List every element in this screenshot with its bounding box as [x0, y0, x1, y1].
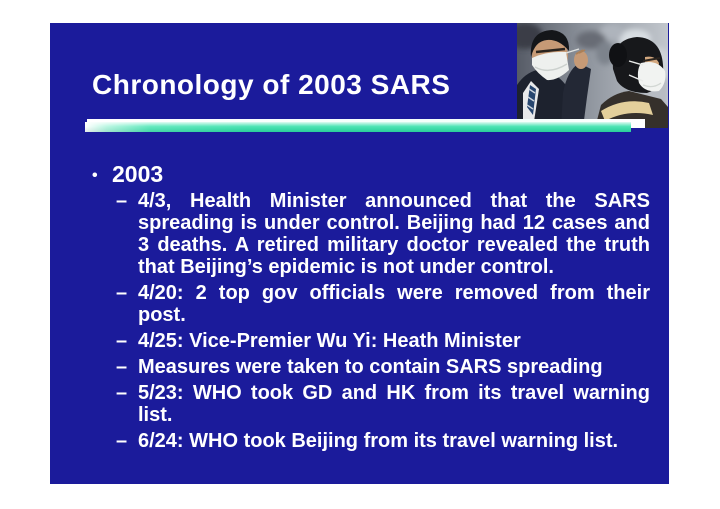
dash-icon: – — [116, 430, 128, 452]
timeline-item-text: 4/20: 2 top gov officials were removed from their post. — [138, 282, 650, 326]
timeline-item-text: Measures were taken to contain SARS spreading — [138, 356, 603, 378]
timeline-item-text: 6/24: WHO took Beijing from its travel warning list. — [138, 430, 619, 452]
timeline-item-text: 5/23: WHO took GD and HK from its travel warning list. — [138, 382, 650, 426]
slide-body — [50, 161, 669, 456]
timeline-item — [116, 190, 650, 278]
timeline-item — [116, 356, 650, 378]
photo-illustration — [517, 23, 668, 128]
dash-icon: – — [116, 190, 128, 212]
year-list-item — [92, 161, 669, 188]
year-label: 2003 — [112, 161, 164, 187]
timeline-item — [116, 330, 650, 352]
timeline-item — [116, 430, 650, 452]
dash-icon: – — [116, 356, 128, 378]
timeline-item-text: 4/25: Vice-Premier Wu Yi: Heath Minister — [138, 330, 521, 352]
dash-icon: – — [116, 282, 128, 304]
dash-icon: – — [116, 330, 128, 352]
slide-panel — [50, 23, 669, 484]
slide-title: Chronology of 2003 SARS — [92, 69, 451, 100]
dash-icon: – — [116, 382, 128, 404]
timeline-item — [116, 382, 650, 426]
timeline-item — [116, 282, 650, 326]
timeline-item-text: 4/3, Health Minister announced that the SARS spreading is under control. Beijing had 12 cases and 3 deaths. A retired military doctor revealed the truth that Beijing’s epidemic is not under control. — [138, 190, 650, 278]
accent-bar — [85, 122, 631, 132]
masked-people-photo — [517, 23, 668, 128]
bullet-icon: • — [92, 167, 98, 184]
